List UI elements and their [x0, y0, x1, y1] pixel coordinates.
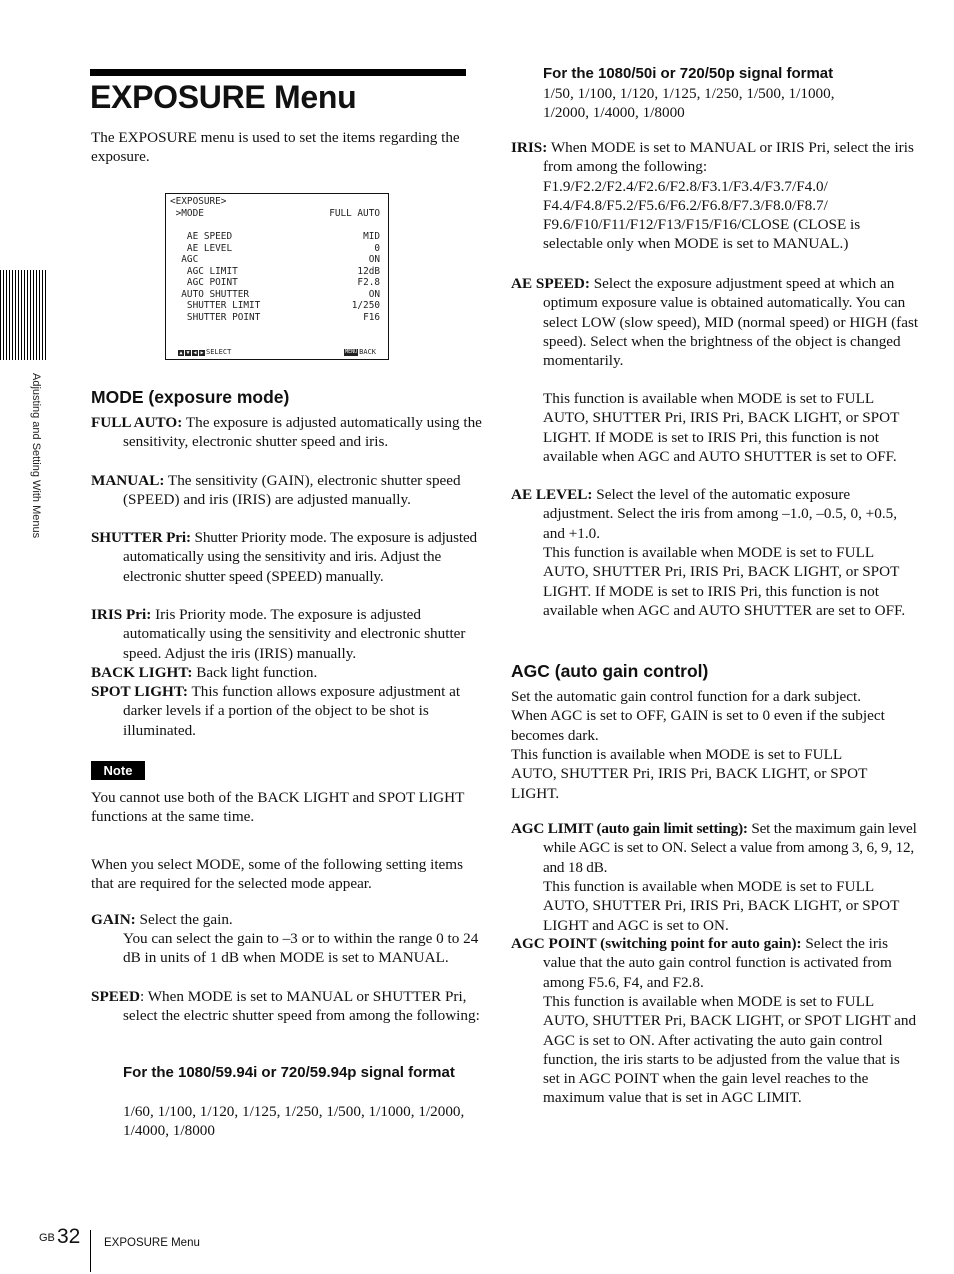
note-label: Note [91, 761, 145, 780]
section-tab-label: Adjusting and Setting With Menus [30, 373, 42, 539]
osd-back-hint: MENU BACK [345, 348, 376, 356]
gain-item: GAIN: Select the gain. [91, 911, 233, 928]
gain-detail: You can select the gain to –3 or to within the range 0 to 24 dB in units of 1 dB when MODE is set to MANUAL. [123, 930, 479, 967]
section-tab-marker [0, 270, 46, 360]
up-arrow-icon: ▲ [179, 349, 183, 356]
agc-point-detail: This function is available when MODE is set to FULL AUTO, SHUTTER Pri, BACK LIGHT, or SPOT LIGHT and AGC is set to ON. After activating the auto gain control function, the iris starts to be adjusted from the value that is set in AGC POINT when the gain level reaches to the maximum value that is set in AGC LIMIT. [543, 993, 917, 1107]
osd-row: SHUTTER POINT F16 [170, 311, 380, 323]
osd-row: AGC LIMIT 12dB [170, 265, 380, 277]
ae-speed-detail: This function is available when MODE is set to FULL AUTO, SHUTTER Pri, IRIS Pri, BACK LIGHT, or SPOT LIGHT. If MODE is set to IRIS Pri, this function is not available when AGC and AUTO SHUTTER is set to OFF. [543, 390, 900, 465]
format-50-values: 1/50, 1/100, 1/120, 1/125, 1/250, 1/500, 1/1000, 1/2000, 1/4000, 1/8000 [543, 85, 835, 122]
speed-item: SPEED: When MODE is set to MANUAL or SHUTTER Pri, select the electric shutter speed from among the following: [91, 988, 480, 1025]
exposure-menu-screen [165, 193, 389, 360]
intro-paragraph: The EXPOSURE menu is used to set the items regarding the exposure. [91, 129, 460, 166]
page-title: EXPOSURE Menu [90, 79, 357, 115]
iris-item: IRIS: When MODE is set to MANUAL or IRIS Pri, select the iris from among the following: F1.9/F2.2/F2.4/F2.6/F2.8/F3.1/F3.4/F3.7/F4.0/ F4.4/F4.8/F5.2/F5.6/F6.2/F6.8/F7.3/F8.0/F8.7/ F9.6/F10/F11/F12/F13/F15/F16/CLOSE (CLOSE is selectable only when MODE is set to MANUAL.) [511, 139, 914, 253]
ae-level-item: AE LEVEL: Select the level of the automatic exposure adjustment. Select the iris from among –1.0, –0.5, 0, +0.5, and +1.0. [511, 486, 898, 542]
agc-paragraph-1: Set the automatic gain control function for a dark subject. When AGC is set to OFF, GAIN is set to 0 even if the subject becomes dark. [511, 688, 885, 744]
osd-select-hint: ▲ ▼ ◀ ▶ SELECT [179, 348, 232, 356]
osd-row: AGC ON [170, 254, 380, 265]
note-text: You cannot use both of the BACK LIGHT and SPOT LIGHT functions at the same time. [91, 789, 465, 826]
mode-iris-pri: IRIS Pri: Iris Priority mode. The exposure is adjusted automatically using the sensitivity and electronic shutter speed. Adjust the iris (IRIS) manually. [91, 606, 466, 662]
mode-spot-light: SPOT LIGHT: This function allows exposure adjustment at darker levels if a portion of the object to be shot is illuminated. [91, 683, 461, 739]
format-50-heading: For the 1080/50i or 720/50p signal format [543, 65, 834, 82]
osd-row: AE SPEED MID [170, 231, 380, 242]
mode-back-light: BACK LIGHT: Back light function. [91, 664, 318, 681]
mode-shutter-pri: SHUTTER Pri: Shutter Priority mode. The exposure is adjusted automatically using the sensitivity and iris. Adjust the electronic shutter speed (SPEED) manually. [91, 529, 477, 585]
footer-section-title: EXPOSURE Menu [104, 1237, 200, 1249]
footer-divider [90, 1230, 91, 1272]
mode-full-auto: FULL AUTO: The exposure is adjusted automatically using the sensitivity, electronic shutter speed and iris. [91, 414, 482, 451]
agc-paragraph-2: This function is available when MODE is set to FULL AUTO, SHUTTER Pri, IRIS Pri, BACK LIGHT, or SPOT LIGHT. [511, 746, 868, 802]
mode-manual: MANUAL: The sensitivity (GAIN), electronic shutter speed (SPEED) and iris (IRIS) are adjusted manually. [91, 472, 461, 509]
agc-limit-detail: This function is available when MODE is set to FULL AUTO, SHUTTER Pri, IRIS Pri, BACK LIGHT, or SPOT LIGHT and AGC is set to ON. [543, 878, 900, 934]
osd-header: <EXPOSURE> [170, 196, 227, 207]
down-arrow-icon: ▼ [186, 349, 190, 356]
left-arrow-icon: ◀ [193, 349, 197, 356]
title-rule [90, 69, 466, 76]
ae-level-detail: This function is available when MODE is set to FULL AUTO, SHUTTER Pri, IRIS Pri, BACK LIGHT, or SPOT LIGHT. If MODE is set to IRIS Pri, this function is not available when AGC and AUTO SHUTTER are set to OFF. [543, 544, 906, 619]
osd-row: SHUTTER LIMIT 1/250 [170, 300, 380, 311]
osd-row: AGC POINT F2.8 [170, 277, 380, 288]
right-arrow-icon: ▶ [200, 349, 204, 356]
region-code: GB [39, 1232, 55, 1244]
agc-limit-item: AGC LIMIT (auto gain limit setting): Set the maximum gain level while AGC is set to ON. Select a value from among 3, 6, 9, 12, and 18 dB. [511, 820, 917, 876]
page-number: 32 [57, 1225, 81, 1248]
format-5994-heading: For the 1080/59.94i or 720/59.94p signal format [123, 1064, 455, 1081]
ae-speed-item: AE SPEED: Select the exposure adjustment speed at which an optimum exposure value is obtained automatically. You can select LOW (slow speed), MID (normal speed) or HIGH (fast speed). Select when the brightness of the object is changed momentarily. [511, 275, 919, 370]
agc-heading: AGC (auto gain control) [511, 661, 709, 681]
format-5994-values: 1/60, 1/100, 1/120, 1/125, 1/250, 1/500, 1/1000, 1/2000, 1/4000, 1/8000 [123, 1103, 465, 1140]
when-select-paragraph: When you select MODE, some of the following setting items that are required for the selected mode appear. [91, 856, 464, 893]
menu-key-icon: MENU [345, 349, 358, 355]
osd-row: AUTO SHUTTER ON [170, 288, 380, 300]
osd-row: AE LEVEL 0 [170, 242, 380, 254]
mode-heading: MODE (exposure mode) [91, 387, 290, 407]
agc-point-item: AGC POINT (switching point for auto gain): Select the iris value that the auto gain control function is activated from among F5.6, F4, and F2.8. [511, 935, 892, 991]
osd-row: >MODE FULL AUTO [170, 208, 380, 219]
